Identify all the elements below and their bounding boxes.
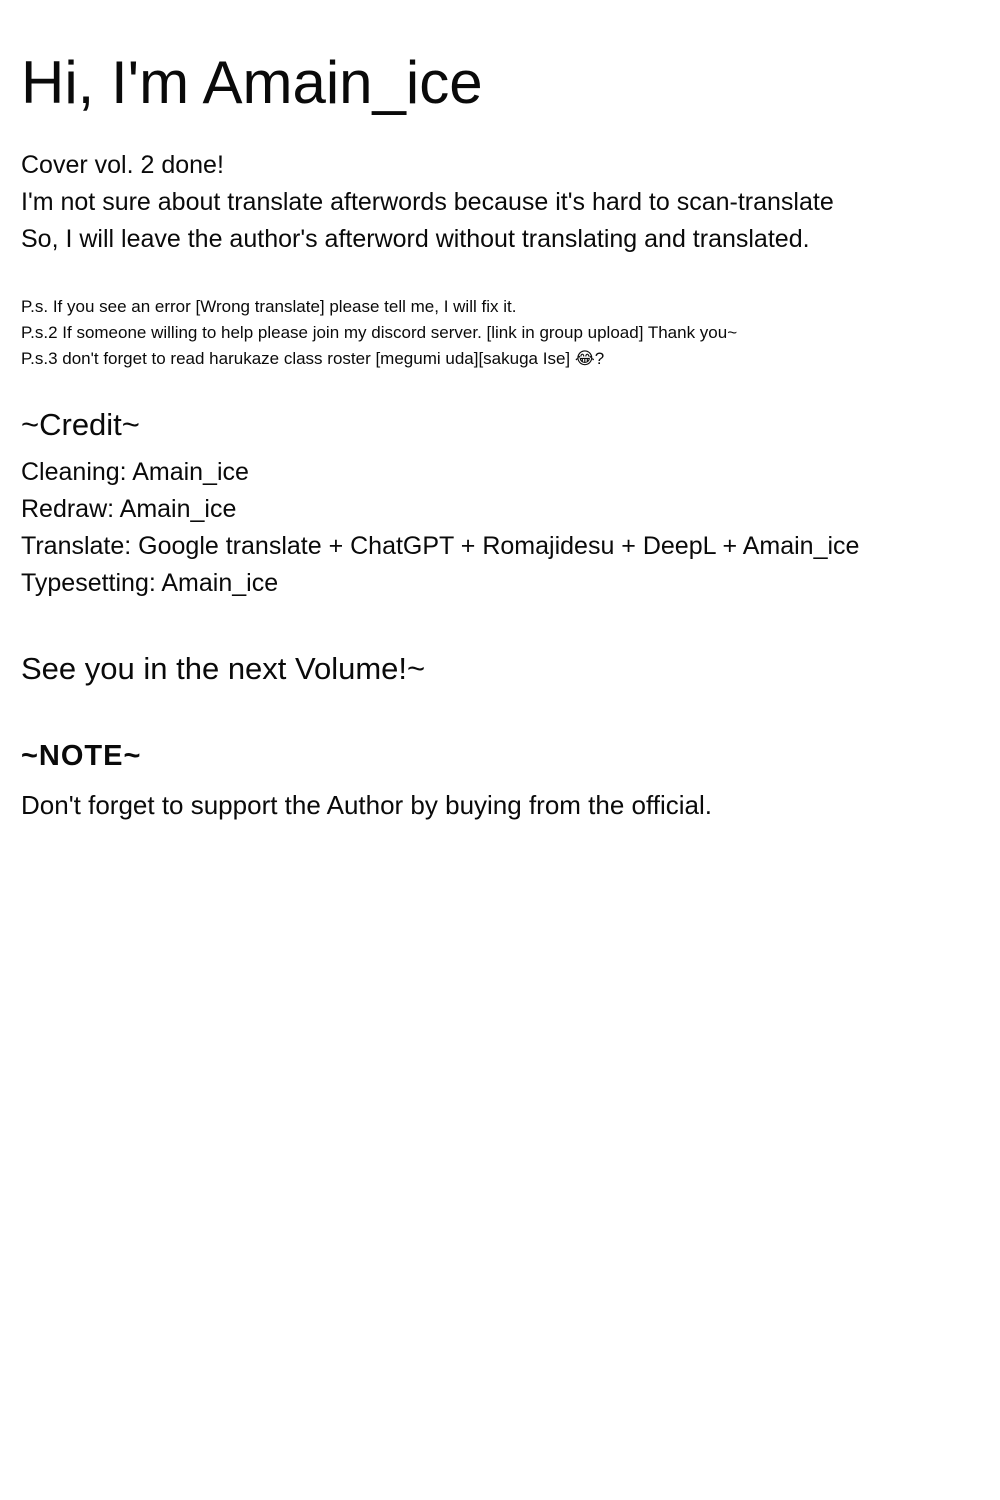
postscript-line: P.s.2 If someone willing to help please join my discord server. [link in group upload] Thank you~ bbox=[21, 323, 738, 342]
intro-line: So, I will leave the author's afterword without translating and translated. bbox=[21, 225, 810, 253]
intro-block bbox=[21, 147, 980, 258]
intro-line: Cover vol. 2 done! bbox=[21, 151, 224, 179]
greeting-block bbox=[21, 49, 980, 116]
postscript-block bbox=[21, 294, 980, 372]
greeting-text: Hi, I'm Amain_ice bbox=[21, 49, 483, 116]
postscript-line: P.s. If you see an error [Wrong translate] please tell me, I will fix it. bbox=[21, 297, 517, 316]
note-block bbox=[21, 738, 980, 823]
farewell-block bbox=[21, 648, 980, 690]
credit-line-cleaning: Cleaning: Amain_ice bbox=[21, 458, 249, 486]
intro-line: I'm not sure about translate afterwords because it's hard to scan-translate bbox=[21, 188, 834, 216]
credit-line-redraw: Redraw: Amain_ice bbox=[21, 495, 237, 523]
farewell-text: See you in the next Volume!~ bbox=[21, 651, 426, 686]
credit-line-translate: Translate: Google translate + ChatGPT + Romajidesu + DeepL + Amain_ice bbox=[21, 532, 860, 560]
note-text: Don't forget to support the Author by buying from the official. bbox=[21, 790, 712, 820]
note-heading: ~NOTE~ bbox=[21, 740, 142, 772]
credit-heading: ~Credit~ bbox=[21, 407, 140, 442]
credit-line-typesetting: Typesetting: Amain_ice bbox=[21, 569, 279, 597]
credit-block bbox=[21, 405, 980, 602]
postscript-line: P.s.3 don't forget to read harukaze class roster [megumi uda][sakuga Ise] 😂? bbox=[21, 349, 605, 368]
